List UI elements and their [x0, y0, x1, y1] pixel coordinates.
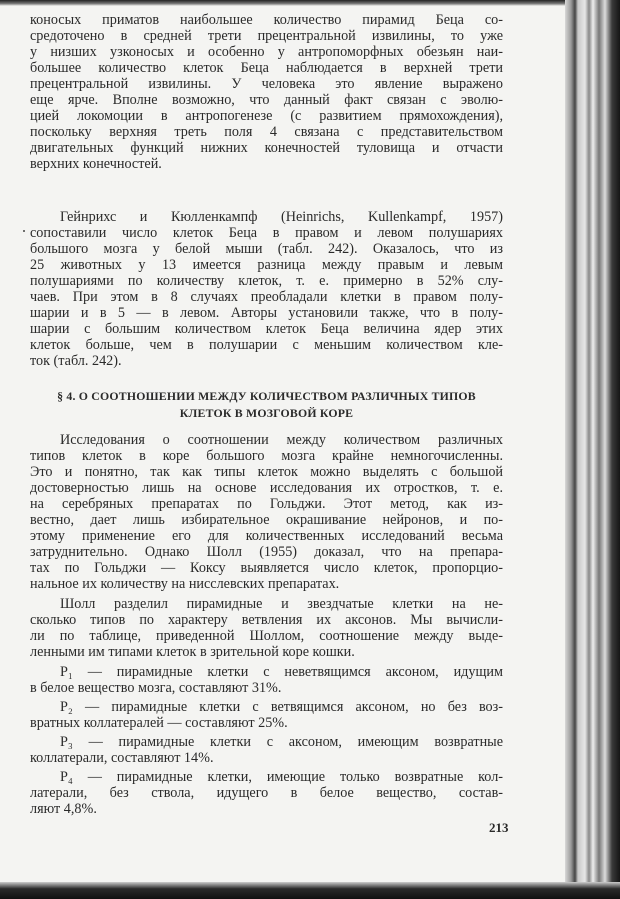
- paragraph-3: [30, 432, 503, 592]
- paragraph-p4: [30, 769, 503, 817]
- scan-bottom-edge: [0, 882, 620, 899]
- text-line: ли по таблице, приведенной Шоллом, соотношение между выде-: [30, 628, 503, 644]
- text-line: шарии с большим количеством клеток Беца величина ядер этих: [30, 321, 503, 337]
- book-page-edges: [565, 0, 620, 899]
- text-line: вратных коллатералей — составляют 25%.: [30, 715, 288, 731]
- text-line: у низших узконосых и особенно у антропоморфных обезьян наи-: [30, 44, 503, 60]
- text-line: в белое вещество мозга, составляют 31%.: [30, 680, 282, 696]
- page-number: 213: [489, 820, 509, 835]
- scan-top-edge: [0, 0, 620, 6]
- paragraph-4: [30, 596, 503, 660]
- text-line: P₁ — пирамидные клетки с неветвящимся аксоном, идущим: [60, 664, 503, 680]
- section-heading-line-1: § 4. О СООТНОШЕНИИ МЕЖДУ КОЛИЧЕСТВОМ РАЗЛИЧНЫХ ТИПОВ: [57, 389, 476, 403]
- text-line: цией локомоции в антропогенезе (с развитием прямохождения),: [30, 108, 503, 124]
- margin-speck: [23, 230, 25, 232]
- text-line: полушариями по количеству клеток, т. е. примерно в 52% слу-: [30, 273, 503, 289]
- paragraph-1: [30, 12, 503, 172]
- text-line: шарии и в 5 — в левом. Авторы установили также, что в полу-: [30, 305, 503, 321]
- text-line: достоверностью лишь на основе исследования их отростков, т. е.: [30, 480, 503, 496]
- text-line: типов клеток в коре большого мозга крайне немногочисленны.: [30, 448, 503, 464]
- text-line: вестно, дает лишь избирательное окрашивание нейронов, и по-: [30, 512, 503, 528]
- text-line: нальное их количеству на нисслевских препаратах.: [30, 576, 340, 592]
- text-line: этому применение его для количественных исследований весьма: [30, 528, 503, 544]
- text-line: на серебряных препаратах по Гольджи. Этот метод, как из-: [30, 496, 503, 512]
- text-line: P₄ — пирамидные клетки, имеющие только возвратные кол-: [60, 769, 503, 785]
- text-line: латерали, без ствола, идущего в белое вещество, состав-: [30, 785, 503, 801]
- text-line: сопоставили число клеток Беца в правом и левом полушариях: [30, 225, 503, 241]
- section-heading: [30, 388, 503, 422]
- paragraph-p1: [30, 664, 503, 696]
- text-line: еще ярче. Вполне возможно, что данный факт связан с эволю-: [30, 92, 503, 108]
- text-line: сколько типов по характеру ветвления их аксонов. Мы вычисли-: [30, 612, 503, 628]
- text-line: прецентральной извилины. У человека это явление выражено: [30, 76, 503, 92]
- text-line: затруднительно. Однако Шолл (1955) доказал, что на препара-: [30, 544, 503, 560]
- text-line: Это и понятно, так как типы клеток можно выделять с большой: [30, 464, 503, 480]
- paragraph-2: [30, 209, 503, 369]
- paragraph-p2: [30, 699, 503, 731]
- text-line: коллатерали, составляют 14%.: [30, 750, 214, 766]
- text-line: 25 животных у 13 имеется разница между правым и левым: [30, 257, 503, 273]
- text-line: большее количество клеток Беца наблюдается в верхней трети: [30, 60, 503, 76]
- text-line: двигательных функций нижних конечностей туловища и отчасти: [30, 140, 503, 156]
- text-line: коносых приматов наибольшее количество пирамид Беца со-: [30, 12, 503, 28]
- text-line: средоточено в средней трети прецентральной извилины, то уже: [30, 28, 503, 44]
- text-line: P₂ — пирамидные клетки с ветвящимся аксоном, но без воз-: [60, 699, 503, 715]
- paragraph-p3: [30, 734, 503, 766]
- text-line: клеток больше, чем в полушарии с меньшим количеством кле-: [30, 337, 503, 353]
- text-line: поскольку верхняя треть поля 4 связана с представительством: [30, 124, 503, 140]
- text-line: тах по Гольджи — Коксу выявляется число клеток, пропорцио-: [30, 560, 503, 576]
- text-line: Шолл разделил пирамидные и звездчатые клетки на не-: [60, 596, 503, 612]
- text-line: Гейнрихс и Кюлленкампф (Heinrichs, Kullenkampf, 1957): [60, 209, 503, 225]
- text-line: чаев. При этом в 8 случаях преобладали клетки в правом полу-: [30, 289, 503, 305]
- text-line: верхних конечностей.: [30, 156, 162, 172]
- text-line: Исследования о соотношении между количеством различных: [60, 432, 503, 448]
- text-line: ленными им типами клеток в зрительной коре кошки.: [30, 644, 355, 660]
- text-line: ток (табл. 242).: [30, 353, 122, 369]
- text-line: P₃ — пирамидные клетки с аксоном, имеющим возвратные: [60, 734, 503, 750]
- section-heading-line-2: КЛЕТОК В МОЗГОВОЙ КОРЕ: [179, 406, 354, 420]
- text-line: ляют 4,8%.: [30, 801, 97, 817]
- text-line: большого мозга у белой мыши (табл. 242). Оказалось, что из: [30, 241, 503, 257]
